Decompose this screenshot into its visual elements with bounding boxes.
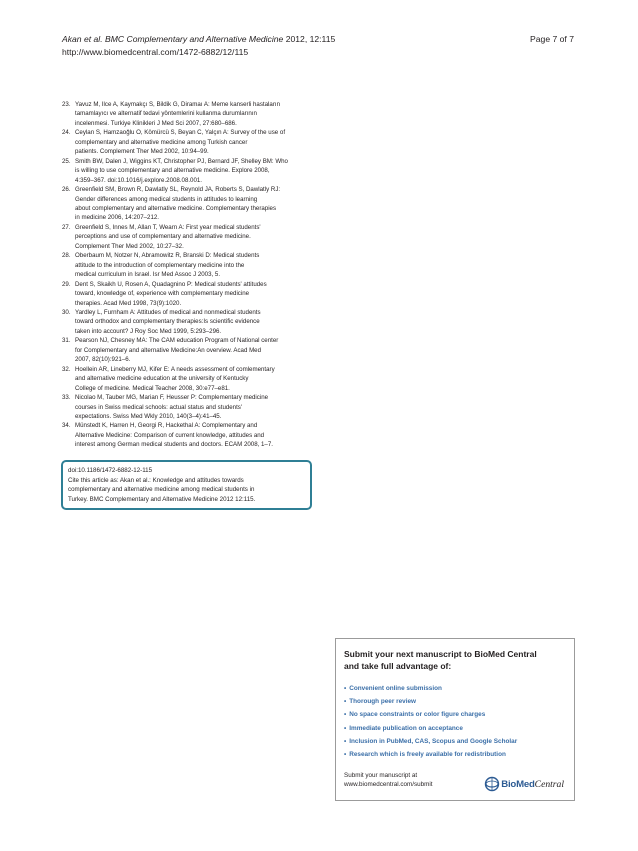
reference-item <box>62 128 322 156</box>
reference-line: Pearson NJ, Chesney MA: The CAM education Program of National center <box>75 337 279 345</box>
reference-item <box>62 251 322 279</box>
benefit-text: Thorough peer review <box>349 698 417 706</box>
bullet-icon: • <box>344 724 347 732</box>
reference-line: incelenmesi. Turkiye Klinikleri J Med Sci 2007, 27:680–686. <box>75 119 237 127</box>
bullet-icon: • <box>344 685 347 692</box>
benefits-list <box>344 682 574 761</box>
reference-number: 24. <box>62 129 71 137</box>
reference-number: 28. <box>62 252 71 260</box>
benefit-item <box>344 735 574 748</box>
reference-line: Yardley L, Furnham A: Attitudes of medical and nonmedical students <box>75 308 261 316</box>
benefit-item <box>344 708 574 721</box>
reference-line: courses in Swiss medical schools: actual status and students' <box>75 403 243 411</box>
submit-box-title: Submit your next manuscript to BioMed Central <box>344 649 537 659</box>
citation-line: Cite this article as: Akan et al.: Knowledge and attitudes towards <box>68 476 244 484</box>
journal-line <box>62 33 335 46</box>
benefit-text: Inclusion in PubMed, CAS, Scopus and Google Scholar <box>349 737 518 745</box>
reference-text <box>75 336 322 364</box>
submit-box-subtitle: and take full advantage of: <box>344 661 452 671</box>
reference-line: in medicine 2006, 14:207–212. <box>75 214 159 222</box>
reference-line: toward orthodox and complementary therapies:Is scientific evidence <box>75 318 260 326</box>
bullet-icon: • <box>344 698 347 706</box>
reference-line: and alternative medicine education at the university of Kentucky <box>75 375 249 383</box>
reference-text <box>75 308 322 336</box>
benefit-item <box>344 682 574 695</box>
citation-line: complementary and alternative medicine among medical students in <box>68 486 255 494</box>
reference-number: 25. <box>62 157 71 165</box>
reference-line: Yavuz M, Ilce A, Kaymakçı S, Bildik G, Diramaı A: Meme kanserli hastaların <box>75 101 280 108</box>
reference-line: interest among German medical students and doctors. ECAM 2008, 1–7. <box>75 441 273 449</box>
reference-line: Gender differences among medical students in attitudes to learning <box>75 195 258 203</box>
reference-item <box>62 308 322 336</box>
journal-name: BMC Complementary and Alternative Medicine <box>105 34 284 44</box>
reference-number: 31. <box>62 337 71 345</box>
reference-line: about complementary and alternative medicine. Complementary therapies <box>75 204 277 212</box>
reference-item <box>62 223 322 251</box>
reference-text <box>75 251 322 279</box>
submit-url[interactable]: www.biomedcentral.com/submit <box>344 780 433 788</box>
benefit-item <box>344 695 574 708</box>
reference-text <box>75 100 322 128</box>
citation-doi: doi:10.1186/1472-6882-12-115 <box>68 467 153 474</box>
submit-text: Submit your manuscript at <box>344 772 418 779</box>
reference-line: toward, knowledge of, experience with complementary medicine <box>75 290 250 298</box>
reference-item <box>62 185 322 223</box>
benefit-text: Research which is freely available for redistribution <box>349 751 506 759</box>
reference-line: Ceylan S, Hamzaoğlu O, Kömürcü S, Beyan C, Yalçın A: Survey of the use of <box>75 129 286 137</box>
journal-year-volume: 2012, 12:115 <box>285 34 336 44</box>
reference-text <box>75 185 322 223</box>
journal-authors: Akan et al. <box>62 34 103 44</box>
reference-line: Greenfield SM, Brown R, Dawlatly SL, Reynold JA, Roberts S, Dawlatly RJ: <box>75 186 281 194</box>
reference-line: complementary and alternative medicine among Turkish cancer <box>75 138 248 146</box>
citation-line: Turkey. BMC Complementary and Alternative Medicine 2012 12:115. <box>68 495 256 503</box>
reference-item <box>62 421 322 449</box>
article-url[interactable]: http://www.biomedcentral.com/1472-6882/12/115 <box>62 46 249 57</box>
logo-word-biomed: BioMed <box>501 778 535 790</box>
reference-line: Complement Ther Med 2002, 10:27–32. <box>75 242 184 250</box>
page-number: Page 7 of 7 <box>530 34 574 44</box>
reference-line: 4:359–367. doi:10.1016/j.explore.2008.08.001. <box>75 176 203 184</box>
biomed-central-logo <box>483 776 564 792</box>
reference-text <box>75 128 322 156</box>
reference-line: expectations. Swiss Med Wkly 2010, 140(3–4):41–45. <box>75 412 222 420</box>
reference-item <box>62 280 322 308</box>
reference-text <box>75 365 322 393</box>
reference-item <box>62 365 322 393</box>
reference-line: tamamlayıcı ve alternatif tedavi yöntemlerini kullanma durumlarının <box>75 110 257 118</box>
reference-number: 29. <box>62 280 71 288</box>
reference-text <box>75 223 322 251</box>
reference-line: Alternative Medicine: Comparison of current knowledge, attitudes and <box>75 431 265 439</box>
reference-text <box>75 421 322 449</box>
page-header <box>62 33 335 58</box>
reference-number: 27. <box>62 223 71 231</box>
reference-number: 32. <box>62 365 71 373</box>
reference-number: 26. <box>62 186 71 194</box>
benefit-item <box>344 748 574 761</box>
reference-text <box>75 157 322 185</box>
reference-line: Münstedt K, Harren H, Georgi R, Hackethal A: Complementary and <box>75 422 258 430</box>
reference-text <box>75 393 322 421</box>
reference-number: 23. <box>62 101 71 108</box>
reference-number: 33. <box>62 394 71 402</box>
reference-item <box>62 100 322 128</box>
reference-line: therapies. Acad Med 1998, 73(9):1020. <box>75 299 182 307</box>
reference-line: taken into account? J Roy Soc Med 1999, 5:293–296. <box>75 327 222 335</box>
reference-item <box>62 336 322 364</box>
reference-line: College of medicine. Medical Teacher 2008, 30:e77–e81. <box>75 384 230 392</box>
citation-box <box>61 460 312 510</box>
reference-item <box>62 157 322 185</box>
reference-item <box>62 393 322 421</box>
reference-line: Dent S, Skaikh U, Rosen A, Quadagnino P: Medical students' attitudes <box>75 280 267 288</box>
reference-line: Hoellein AR, Lineberry MJ, Kifer E: A needs assessment of comlementary <box>75 365 275 373</box>
benefit-text: No space constraints or color figure charges <box>349 711 486 719</box>
reference-line: attitude to the introduction of complementary medicine into the <box>75 261 245 269</box>
reference-number: 30. <box>62 308 71 316</box>
bullet-icon: • <box>344 711 347 719</box>
bullet-icon: • <box>344 737 347 745</box>
reference-text <box>75 280 322 308</box>
reference-line: Greenfield S, Innes M, Allan T, Wearn A: First year medical students' <box>75 223 261 231</box>
reference-line: Oberbaum M, Notzer N, Abramowitz R, Branski D: Medical students <box>75 252 260 260</box>
reference-line: Smith BW, Dalen J, Wiggins KT, Christopher PJ, Bernard JF, Shelley BM: Who <box>75 157 288 165</box>
biomed-central-submit-box <box>335 638 575 801</box>
reference-line: for Complementary and alternative Medicine:An overview. Acad Med <box>75 346 262 354</box>
bullet-icon: • <box>344 751 347 759</box>
reference-line: is willing to use complementary and alternative medicine. Explore 2008, <box>75 167 270 175</box>
reference-line: patients. Complement Ther Med 2002, 10:94–99. <box>75 148 209 156</box>
reference-line: medical curriculum in Israel. Isr Med Assoc J 2003, 5. <box>75 271 221 279</box>
benefit-item <box>344 722 574 735</box>
reference-list <box>62 100 322 450</box>
reference-number: 34. <box>62 422 71 430</box>
reference-line: perceptions and use of complementary and alternative medicine. <box>75 233 251 241</box>
logo-word-central: Central <box>534 778 564 790</box>
biomed-central-logo-icon <box>483 776 501 792</box>
submit-instructions <box>344 772 433 789</box>
benefit-text: Immediate publication on acceptance <box>349 724 463 732</box>
reference-line: Nicolao M, Tauber MG, Marian F, Heusser P: Complementary medicine <box>75 394 269 402</box>
reference-line: 2007, 82(10):921–6. <box>75 356 131 364</box>
benefit-text: Convenient online submission <box>349 685 442 692</box>
